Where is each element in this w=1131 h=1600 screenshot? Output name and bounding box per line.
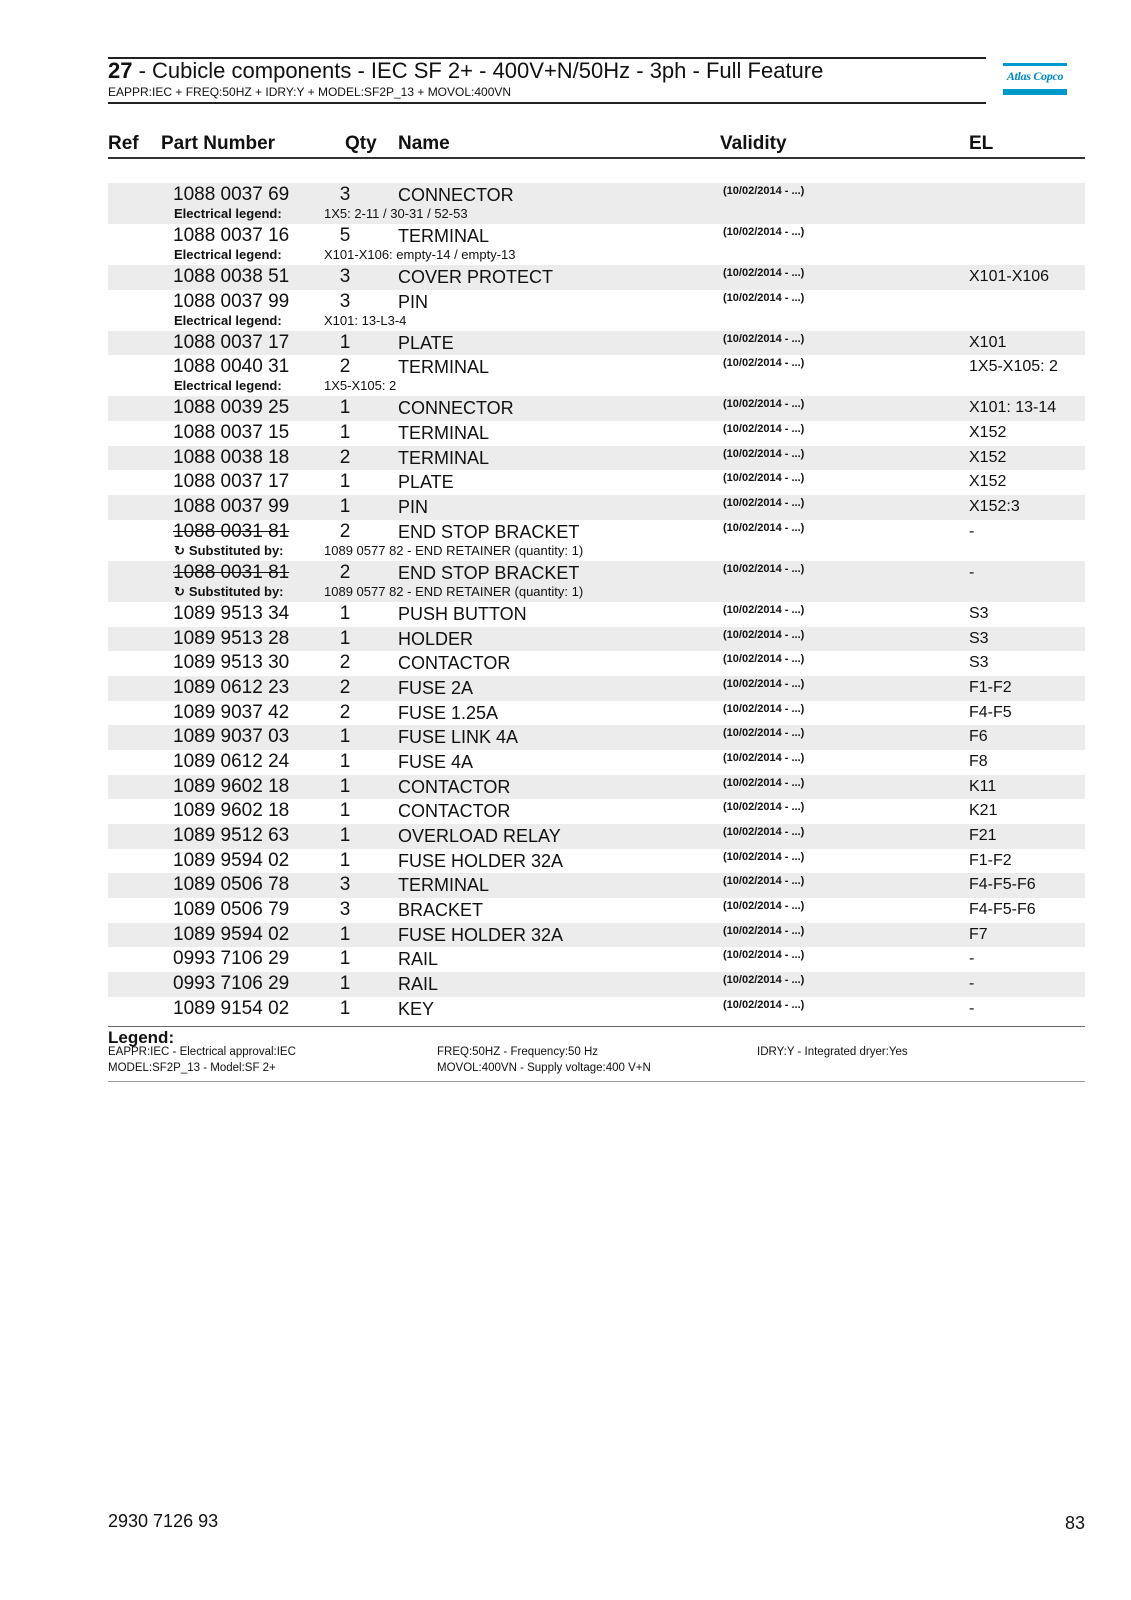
part-number: 1089 9513 30 [173, 652, 290, 674]
electrical-legend-label [174, 247, 282, 262]
table-row [108, 676, 1085, 701]
table-row [108, 183, 1085, 224]
electrical-legend-label [174, 313, 282, 328]
electrical-legend-code: F4-F5 [969, 703, 1012, 721]
validity: (10/02/2014 - ...) [723, 850, 805, 863]
part-name: TERMINAL [398, 423, 490, 444]
validity: (10/02/2014 - ...) [723, 332, 805, 345]
electrical-legend-code: - [969, 975, 975, 993]
validity: (10/02/2014 - ...) [723, 521, 805, 534]
column-header-rule [108, 157, 1085, 159]
part-name: END STOP BRACKET [398, 562, 580, 583]
table-row [108, 750, 1085, 775]
quantity: 1 [339, 849, 351, 871]
electrical-legend-code: F4-F5-F6 [969, 901, 1036, 919]
part-name: TERMINAL [398, 226, 490, 246]
page-subtitle: EAPPR:IEC + FREQ:50HZ + IDRY:Y + MODEL:SF2P_13 + MOVOL:400VN [108, 85, 512, 99]
electrical-legend-code: X101-X106 [969, 268, 1050, 285]
table-row [108, 873, 1085, 898]
quantity: 3 [339, 184, 351, 205]
page-number: 83 [1064, 1513, 1085, 1533]
electrical-legend-code: K11 [969, 777, 997, 795]
part-number: 1089 0612 24 [173, 750, 290, 772]
electrical-legend-code: F6 [969, 728, 988, 746]
substitution-detail: 1089 0577 82 - END RETAINER (quantity: 1) [324, 542, 584, 558]
quantity: 2 [339, 520, 351, 542]
part-number: 1089 9037 03 [173, 726, 290, 748]
part-name: FUSE 4A [398, 751, 474, 772]
legend-item: MOVOL:400VN - Supply voltage:400 V+N [437, 1062, 651, 1074]
part-name: TERMINAL [398, 357, 490, 378]
validity: (10/02/2014 - ...) [723, 949, 805, 962]
table-row [108, 947, 1085, 972]
part-name: END STOP BRACKET [398, 521, 580, 542]
validity: (10/02/2014 - ...) [723, 900, 805, 913]
part-number: 1088 0037 99 [173, 496, 290, 518]
quantity: 3 [339, 266, 351, 287]
part-name: BRACKET [398, 900, 484, 921]
electrical-legend-detail: X101-X106: empty-14 / empty-13 [324, 247, 516, 262]
table-row [108, 290, 1085, 331]
part-number: 1089 9154 02 [173, 997, 290, 1019]
electrical-legend-code: - [969, 950, 975, 968]
validity: (10/02/2014 - ...) [723, 185, 805, 197]
page-title [108, 58, 823, 84]
quantity: 2 [339, 446, 351, 468]
validity: (10/02/2014 - ...) [723, 702, 805, 715]
header-bottom-rule [108, 102, 986, 104]
validity: (10/02/2014 - ...) [723, 562, 805, 575]
part-number: 1088 0039 25 [173, 397, 290, 419]
part-number: 1088 0031 81 [173, 561, 290, 583]
section-number: 27 [108, 58, 133, 83]
validity: (10/02/2014 - ...) [723, 727, 805, 740]
part-name: KEY [398, 998, 435, 1019]
electrical-legend-code: X152 [969, 448, 1007, 466]
validity: (10/02/2014 - ...) [723, 447, 805, 460]
column-header-name: Name [398, 133, 450, 154]
part-number: 1089 9513 34 [173, 602, 290, 624]
electrical-legend-code: F1-F2 [969, 678, 1012, 696]
parts-table [108, 183, 1085, 1022]
quantity: 1 [339, 496, 351, 518]
electrical-legend-code: - [969, 563, 975, 581]
part-name: FUSE HOLDER 32A [398, 924, 564, 945]
legend-item: EAPPR:IEC - Electrical approval:IEC [108, 1046, 296, 1058]
validity: (10/02/2014 - ...) [723, 924, 805, 937]
quantity: 1 [339, 800, 351, 822]
table-row [108, 224, 1085, 265]
quantity: 1 [339, 923, 351, 945]
part-name: RAIL [398, 949, 439, 970]
legend-top-rule [108, 1026, 1085, 1027]
validity: (10/02/2014 - ...) [723, 628, 805, 641]
validity: (10/02/2014 - ...) [723, 423, 805, 436]
column-header-part-number: Part Number [161, 133, 276, 154]
table-row [108, 331, 1085, 356]
part-number: 1089 9037 42 [173, 701, 290, 723]
table-row [108, 923, 1085, 948]
table-row [108, 446, 1085, 471]
column-header-validity: Validity [720, 133, 787, 154]
part-number: 1088 0037 69 [173, 184, 290, 205]
logo-top-bar [1003, 63, 1067, 66]
part-name: TERMINAL [398, 875, 490, 896]
validity: (10/02/2014 - ...) [723, 677, 805, 690]
part-number: 1088 0037 17 [173, 331, 290, 353]
column-header-el: EL [969, 133, 994, 154]
electrical-legend-code: X152 [969, 473, 1007, 491]
part-number: 1088 0038 51 [173, 266, 290, 287]
part-number: 1088 0037 99 [173, 290, 290, 312]
electrical-legend-code: X101 [969, 333, 1007, 351]
part-number: 1089 0506 78 [173, 874, 290, 896]
atlas-copco-logo [1003, 63, 1067, 95]
part-number: 1088 0031 81 [173, 520, 290, 542]
part-name: PLATE [398, 332, 454, 353]
quantity: 2 [339, 701, 351, 723]
part-name: PUSH BUTTON [398, 603, 527, 624]
sub-label-text: Substituted by: [188, 542, 284, 558]
electrical-legend-detail: X101: 13-L3-4 [324, 312, 407, 328]
part-name: COVER PROTECT [398, 267, 554, 287]
table-row [108, 701, 1085, 726]
sub-label-text: Substituted by: [188, 583, 284, 599]
quantity: 1 [339, 602, 351, 624]
part-number: 1089 9602 18 [173, 800, 290, 822]
logo-bottom-bar [1003, 89, 1067, 95]
part-name: CONTACTOR [398, 776, 511, 797]
validity: (10/02/2014 - ...) [723, 357, 805, 370]
part-number: 1089 9594 02 [173, 849, 290, 871]
validity: (10/02/2014 - ...) [723, 776, 805, 789]
column-header-qty: Qty [345, 133, 377, 154]
part-name: FUSE LINK 4A [398, 727, 519, 748]
quantity: 2 [339, 676, 351, 698]
part-name: FUSE 1.25A [398, 702, 499, 723]
table-row [108, 495, 1085, 520]
part-number: 1088 0037 15 [173, 422, 290, 444]
electrical-legend-code: X101: 13-14 [969, 399, 1057, 417]
legend-item: IDRY:Y - Integrated dryer:Yes [757, 1046, 908, 1058]
part-name: PIN [398, 497, 429, 518]
part-name: FUSE 2A [398, 677, 474, 698]
table-row [108, 725, 1085, 750]
part-number: 1088 0038 18 [173, 446, 290, 468]
electrical-legend-label [174, 378, 282, 393]
electrical-legend-code: - [969, 999, 975, 1017]
table-row [108, 627, 1085, 652]
table-row [108, 799, 1085, 824]
substituted-by-label [174, 584, 284, 600]
electrical-legend-detail: 1X5-X105: 2 [324, 378, 397, 394]
electrical-legend-code: X152:3 [969, 498, 1020, 516]
quantity: 3 [339, 899, 351, 921]
electrical-legend-code: S3 [969, 604, 989, 622]
quantity: 1 [339, 627, 351, 649]
table-row [108, 997, 1085, 1022]
validity: (10/02/2014 - ...) [723, 751, 805, 764]
validity: (10/02/2014 - ...) [723, 826, 805, 838]
part-name: OVERLOAD RELAY [398, 826, 561, 846]
legend-item: FREQ:50HZ - Frequency:50 Hz [437, 1046, 599, 1058]
validity: (10/02/2014 - ...) [723, 398, 805, 411]
electrical-legend-detail: 1X5: 2-11 / 30-31 / 52-53 [324, 206, 468, 221]
part-number: 1088 0040 31 [173, 356, 290, 378]
table-row [108, 265, 1085, 290]
quantity: 1 [339, 422, 351, 444]
electrical-legend-code: S3 [969, 654, 989, 672]
column-header-ref: Ref [108, 133, 139, 154]
part-number: 1089 9594 02 [173, 923, 290, 945]
electrical-legend-code: K21 [969, 802, 998, 820]
quantity: 1 [339, 948, 351, 970]
validity: (10/02/2014 - ...) [723, 998, 805, 1011]
sub-label-text: Electrical legend: [174, 312, 282, 328]
electrical-legend-code: F8 [969, 752, 988, 770]
quantity: 1 [339, 973, 351, 995]
part-name: CONNECTOR [398, 185, 514, 205]
legend-bottom-rule [108, 1081, 1085, 1082]
refresh-icon: ↻ [174, 583, 185, 599]
part-number: 1088 0037 17 [173, 471, 290, 493]
table-row [108, 849, 1085, 874]
substituted-by-label [174, 543, 284, 559]
table-row [108, 561, 1085, 602]
part-number: 1089 9512 63 [173, 825, 290, 846]
quantity: 2 [339, 652, 351, 674]
part-name: FUSE HOLDER 32A [398, 850, 564, 871]
validity: (10/02/2014 - ...) [723, 875, 805, 888]
validity: (10/02/2014 - ...) [723, 226, 805, 238]
part-number: 1089 9513 28 [173, 627, 290, 649]
electrical-legend-code: 1X5-X105: 2 [969, 358, 1058, 376]
sub-label-text: Electrical legend: [174, 247, 282, 262]
table-row [108, 775, 1085, 800]
quantity: 1 [339, 726, 351, 748]
validity: (10/02/2014 - ...) [723, 267, 805, 279]
quantity: 1 [339, 750, 351, 772]
refresh-icon: ↻ [174, 542, 185, 558]
electrical-legend-code: - [969, 522, 975, 540]
sub-label-text: Electrical legend: [174, 206, 282, 221]
part-name: TERMINAL [398, 447, 490, 468]
table-row [108, 520, 1085, 561]
section-title: - Cubicle components - IEC SF 2+ - 400V+N/50Hz - 3ph - Full Feature [132, 58, 824, 83]
logo-text: Atlas Copco [1006, 69, 1064, 83]
part-number: 1088 0037 16 [173, 225, 290, 246]
part-name: CONNECTOR [398, 398, 514, 419]
quantity: 1 [339, 471, 351, 493]
substitution-detail: 1089 0577 82 - END RETAINER (quantity: 1) [324, 583, 584, 599]
document-number: 2930 7126 93 [108, 1511, 219, 1531]
part-name: PLATE [398, 472, 454, 493]
part-number: 0993 7106 29 [173, 973, 290, 995]
quantity: 1 [339, 331, 351, 353]
part-name: HOLDER [398, 628, 474, 649]
electrical-legend-code: X152 [969, 424, 1007, 442]
quantity: 5 [339, 225, 351, 246]
electrical-legend-code: F1-F2 [969, 851, 1012, 869]
electrical-legend-code: S3 [969, 629, 989, 647]
table-row [108, 470, 1085, 495]
sub-label-text: Electrical legend: [174, 378, 282, 394]
part-number: 1089 0506 79 [173, 899, 290, 921]
part-number: 0993 7106 29 [173, 948, 290, 970]
validity: (10/02/2014 - ...) [723, 603, 805, 616]
table-row [108, 421, 1085, 446]
validity: (10/02/2014 - ...) [723, 801, 805, 814]
quantity: 1 [339, 825, 351, 846]
legend-title: Legend: [108, 1028, 175, 1047]
legend-item: MODEL:SF2P_13 - Model:SF 2+ [108, 1062, 276, 1074]
electrical-legend-code: F21 [969, 827, 997, 844]
electrical-legend-code: F7 [969, 925, 988, 943]
table-row [108, 602, 1085, 627]
part-name: CONTACTOR [398, 653, 511, 674]
validity: (10/02/2014 - ...) [723, 497, 805, 510]
quantity: 2 [339, 561, 351, 583]
table-row [108, 898, 1085, 923]
part-number: 1089 9602 18 [173, 775, 290, 797]
table-row [108, 972, 1085, 997]
part-name: PIN [398, 291, 429, 312]
quantity: 1 [339, 775, 351, 797]
table-row [108, 355, 1085, 396]
table-row [108, 824, 1085, 849]
quantity: 1 [339, 397, 351, 419]
part-name: RAIL [398, 974, 439, 995]
quantity: 1 [339, 997, 351, 1019]
quantity: 3 [339, 874, 351, 896]
quantity: 2 [339, 356, 351, 378]
part-number: 1089 0612 23 [173, 676, 290, 698]
quantity: 3 [339, 290, 351, 312]
validity: (10/02/2014 - ...) [723, 472, 805, 485]
validity: (10/02/2014 - ...) [723, 291, 805, 304]
electrical-legend-code: F4-F5-F6 [969, 876, 1036, 894]
part-name: CONTACTOR [398, 801, 511, 822]
validity: (10/02/2014 - ...) [723, 974, 805, 987]
electrical-legend-label [174, 206, 282, 221]
table-row [108, 651, 1085, 676]
table-row [108, 396, 1085, 421]
validity: (10/02/2014 - ...) [723, 653, 805, 666]
